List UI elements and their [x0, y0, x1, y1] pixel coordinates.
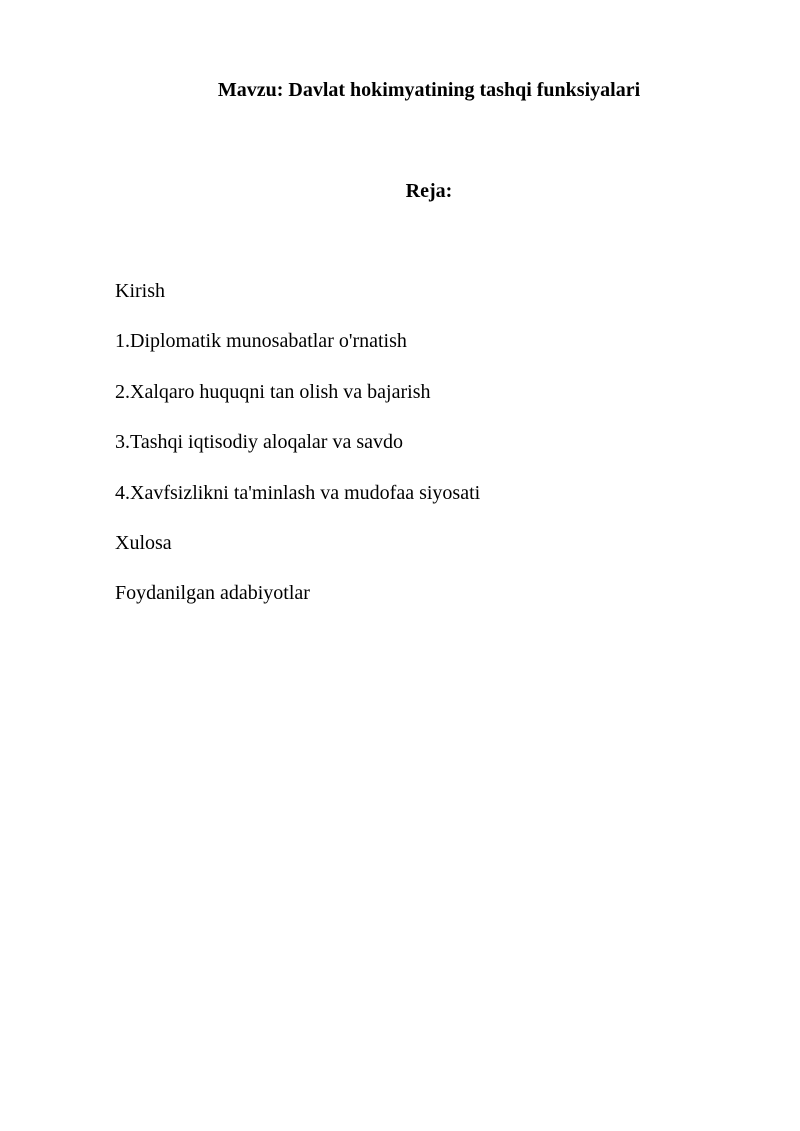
plan-list: [115, 277, 480, 630]
plan-item-2: 2.Xalqaro huquqni tan olish va bajarish: [115, 380, 431, 403]
plan-item-conclusion: Xulosa: [115, 531, 172, 554]
plan-item-3: 3.Tashqi iqtisodiy aloqalar va savdo: [115, 431, 403, 454]
plan-item-references: Foydanilgan adabiyotlar: [115, 582, 310, 605]
plan-item-1: 1.Diplomatik munosabatlar o'rnatish: [115, 330, 407, 353]
document-title: Mavzu: Davlat hokimyatining tashqi funksiyalari: [217, 79, 641, 101]
plan-heading: Reja:: [405, 180, 453, 202]
plan-item-introduction: Kirish: [115, 280, 165, 302]
plan-item-4: 4.Xavfsizlikni ta'minlash va mudofaa siyosati: [115, 481, 481, 504]
